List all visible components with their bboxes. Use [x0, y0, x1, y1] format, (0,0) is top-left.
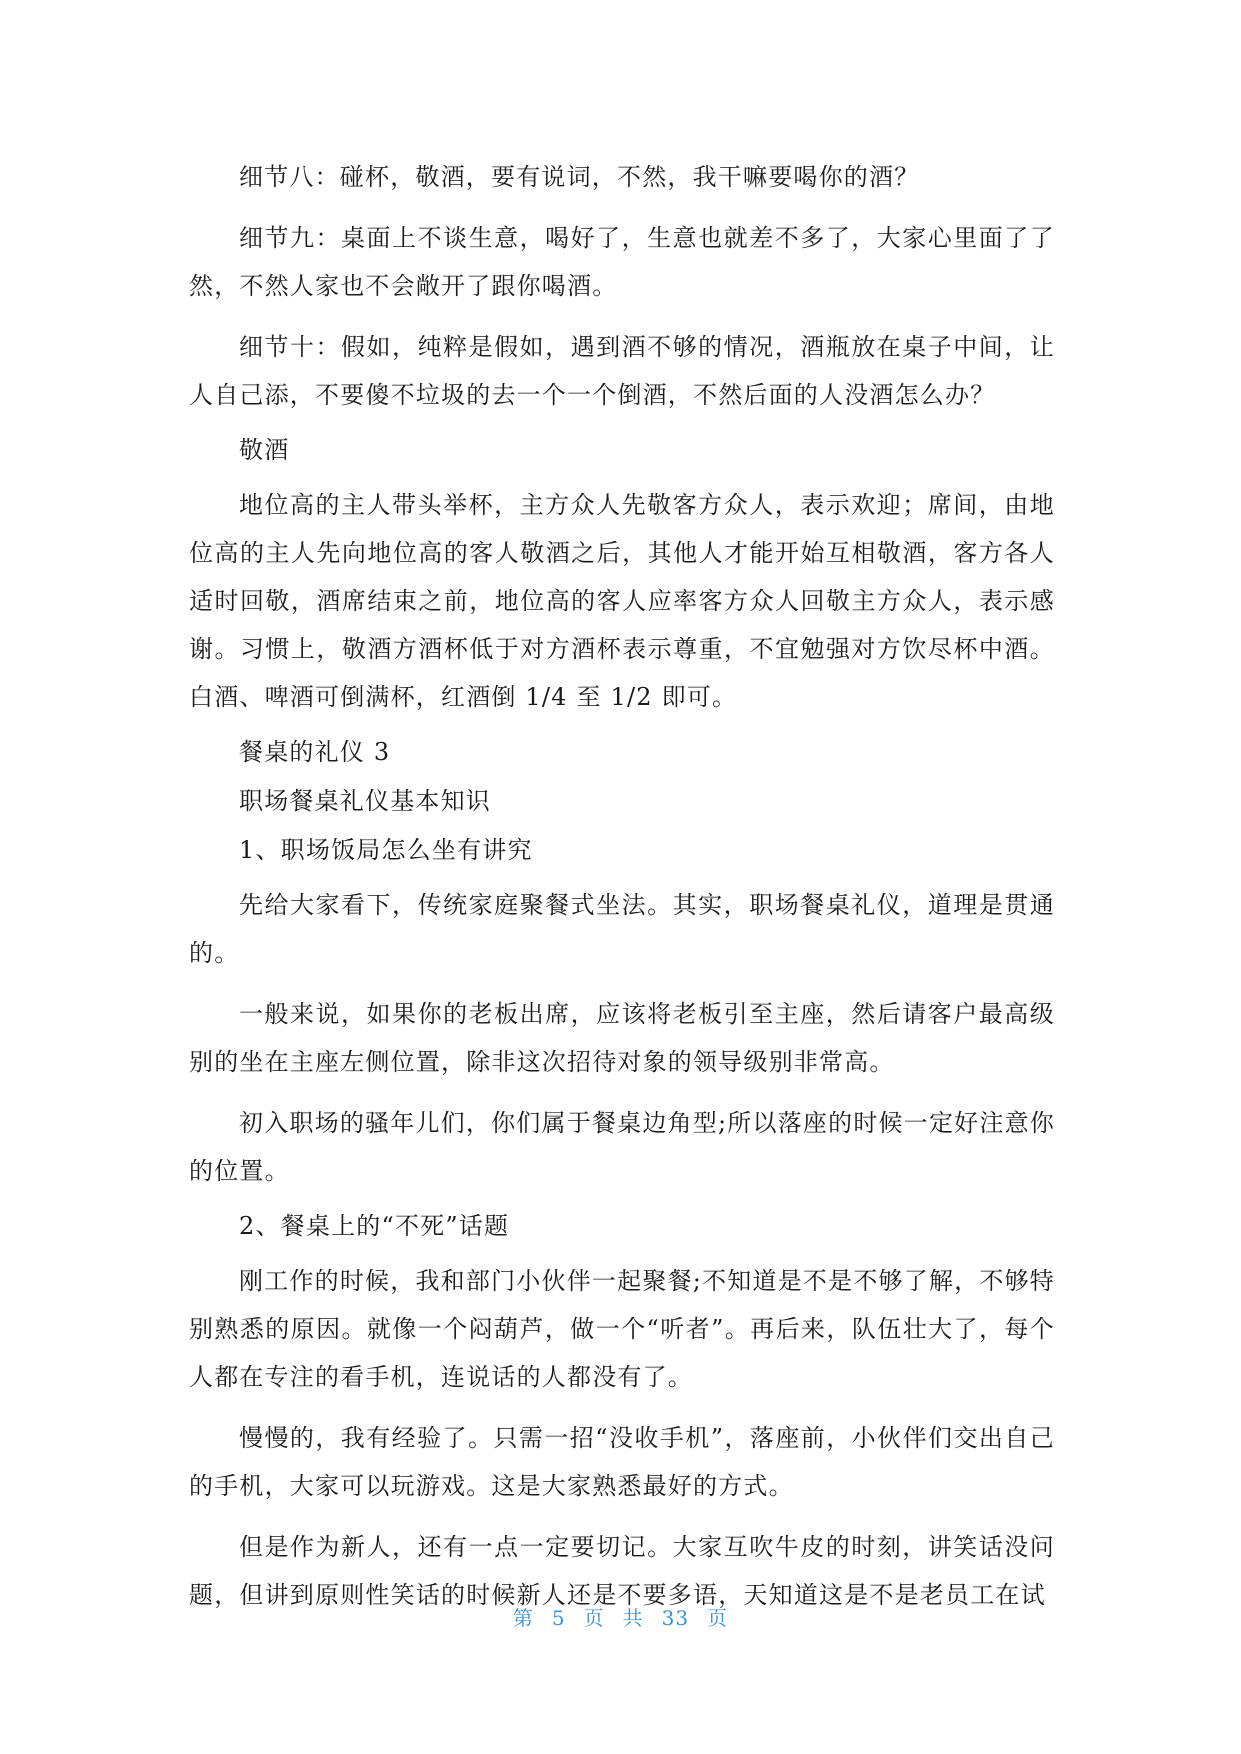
section-heading: 敬酒: [239, 436, 290, 464]
footer-label-page-suffix: 页: [583, 1606, 605, 1630]
footer-label-page: 第: [512, 1606, 534, 1630]
footer-label-total: 共: [622, 1606, 644, 1630]
paragraph: 但是作为新人，还有一点一定要切记。大家互吹牛皮的时刻，讲笑话没问题，但讲到原则性笑话的时候新人还是不要多语，天知道这是不是老员工在试: [189, 1533, 1055, 1609]
footer-current-page: 5: [551, 1606, 566, 1630]
section-heading: 1、职场饭局怎么坐有讲究: [239, 836, 533, 864]
paragraph: 地位高的主人带头举杯，主方众人先敬客方众人，表示欢迎；席间，由地位高的主人先向地位高的客人敬酒之后，其他人才能开始互相敬酒，客方各人适时回敬，酒席结束之前，地位高的客人应率客方众人回敬主方众人，表示感谢。习惯上，敬酒方酒杯低于对方酒杯表示尊重，不宜勉强对方饮尽杯中酒。白酒、啤酒可倒满杯，红酒倒 1/4 至 1/2 即可。: [189, 491, 1055, 711]
paragraph: 细节九：桌面上不谈生意，喝好了，生意也就差不多了，大家心里面了了然，不然人家也不会敞开了跟你喝酒。: [189, 224, 1055, 300]
document-body: [189, 153, 1055, 1632]
section-heading: 餐桌的礼仪 3: [239, 738, 391, 766]
paragraph: 刚工作的时候，我和部门小伙伴一起聚餐;不知道是不是不够了解，不够特别熟悉的原因。就像一个闷葫芦，做一个“听者”。再后来，队伍壮大了，每个人都在专注的看手机，连说话的人都没有了。: [189, 1267, 1055, 1391]
page-footer: [0, 1602, 1241, 1631]
paragraph: 细节八：碰杯，敬酒，要有说词，不然，我干嘛要喝你的酒？: [239, 163, 920, 191]
footer-label-total-suffix: 页: [707, 1606, 729, 1630]
paragraph: 先给大家看下，传统家庭聚餐式坐法。其实，职场餐桌礼仪，道理是贯通的。: [189, 891, 1055, 967]
paragraph: 一般来说，如果你的老板出席，应该将老板引至主座，然后请客户最高级别的坐在主座左侧位置，除非这次招待对象的领导级别非常高。: [189, 1000, 1055, 1076]
section-heading: 2、餐桌上的“不死”话题: [239, 1212, 510, 1240]
paragraph: 细节十：假如，纯粹是假如，遇到酒不够的情况，酒瓶放在桌子中间，让人自己添，不要傻不垃圾的去一个一个倒酒，不然后面的人没酒怎么办？: [189, 333, 1055, 409]
paragraph: 初入职场的骚年儿们，你们属于餐桌边角型;所以落座的时候一定好注意你的位置。: [189, 1109, 1055, 1185]
section-heading: 职场餐桌礼仪基本知识: [239, 787, 491, 815]
paragraph: 慢慢的，我有经验了。只需一招“没收手机”，落座前，小伙伴们交出自己的手机，大家可以玩游戏。这是大家熟悉最好的方式。: [189, 1424, 1055, 1500]
footer-total-pages: 33: [661, 1606, 690, 1630]
